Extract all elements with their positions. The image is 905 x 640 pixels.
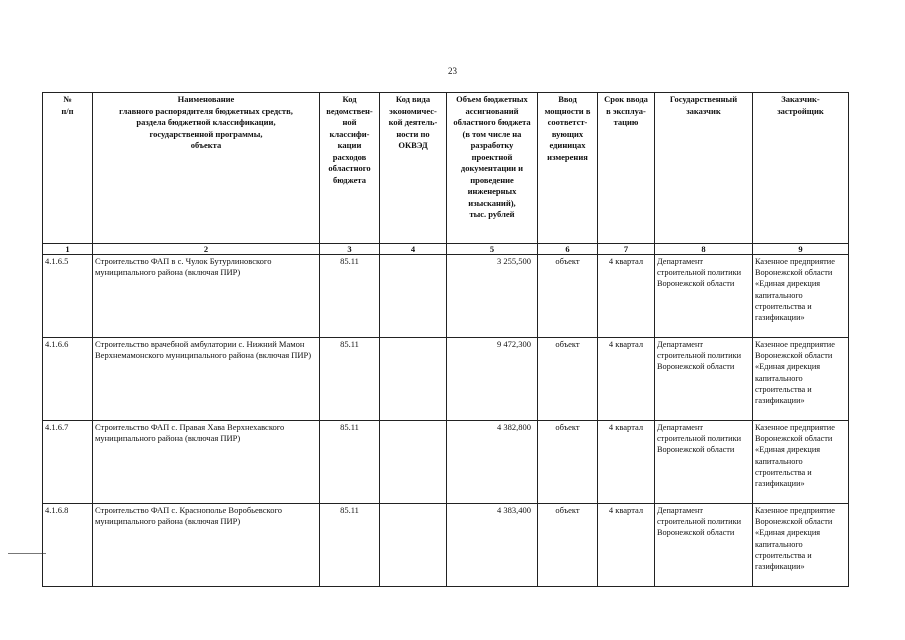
capacity-unit-cell: объект (538, 338, 598, 421)
column-number-row (43, 244, 849, 255)
amount-cell: 9 472,300 (447, 338, 538, 421)
okved-cell (380, 255, 447, 338)
customer-cell: Департамент строительной политики Воронежской области (655, 504, 753, 587)
okved-cell (380, 421, 447, 504)
budget-code-cell: 85.11 (320, 338, 380, 421)
column-number: 7 (598, 244, 655, 255)
developer-cell: Казенное предприятие Воронежской области «Единая дирекция капитального строительства и газификации» (753, 504, 849, 587)
budget-code-cell: 85.11 (320, 504, 380, 587)
row-number-cell: 4.1.6.5 (43, 255, 93, 338)
header-number: № п/п (43, 93, 93, 244)
object-name-cell: Строительство врачебной амбулатории с. Нижний Мамон Верхнемамонского муниципального района (включая ПИР) (93, 338, 320, 421)
budget-code-cell: 85.11 (320, 255, 380, 338)
capacity-unit-cell: объект (538, 421, 598, 504)
term-cell: 4 квартал (598, 421, 655, 504)
header-budget-code: Код ведомствен- ной классифи- кации расходов областного бюджета (320, 93, 380, 244)
column-number: 1 (43, 244, 93, 255)
header-term: Срок ввода в эксплуа- тацию (598, 93, 655, 244)
customer-cell: Департамент строительной политики Воронежской области (655, 338, 753, 421)
table-row (43, 255, 849, 338)
row-number-cell: 4.1.6.8 (43, 504, 93, 587)
column-number: 6 (538, 244, 598, 255)
amount-cell: 4 382,800 (447, 421, 538, 504)
header-amount: Объем бюджетных ассигнований областного бюджета (в том числе на разработку проектной документации и проведение инженерных изысканий), тыс. рублей (447, 93, 538, 244)
object-name-cell: Строительство ФАП с. Правая Хава Верхнехавского муниципального района (включая ПИР) (93, 421, 320, 504)
table-row (43, 338, 849, 421)
okved-cell (380, 338, 447, 421)
header-developer: Заказчик- застройщик (753, 93, 849, 244)
budget-code-cell: 85.11 (320, 421, 380, 504)
developer-cell: Казенное предприятие Воронежской области «Единая дирекция капитального строительства и газификации» (753, 421, 849, 504)
term-cell: 4 квартал (598, 504, 655, 587)
row-number-cell: 4.1.6.7 (43, 421, 93, 504)
developer-cell: Казенное предприятие Воронежской области «Единая дирекция капитального строительства и газификации» (753, 338, 849, 421)
term-cell: 4 квартал (598, 255, 655, 338)
column-number: 8 (655, 244, 753, 255)
table-row (43, 421, 849, 504)
table-row (43, 504, 849, 587)
header-customer: Государственный заказчик (655, 93, 753, 244)
term-cell: 4 квартал (598, 338, 655, 421)
margin-mark (8, 553, 46, 554)
column-number: 4 (380, 244, 447, 255)
column-number: 2 (93, 244, 320, 255)
amount-cell: 4 383,400 (447, 504, 538, 587)
table-body (43, 255, 849, 587)
column-number: 9 (753, 244, 849, 255)
customer-cell: Департамент строительной политики Воронежской области (655, 421, 753, 504)
capacity-unit-cell: объект (538, 255, 598, 338)
customer-cell: Департамент строительной политики Воронежской области (655, 255, 753, 338)
page-number: 23 (448, 66, 457, 76)
table-header-row (43, 93, 849, 244)
amount-cell: 3 255,500 (447, 255, 538, 338)
header-name: Наименование главного распорядителя бюджетных средств, раздела бюджетной классификации, государственной программы, объекта (93, 93, 320, 244)
capacity-unit-cell: объект (538, 504, 598, 587)
column-number: 3 (320, 244, 380, 255)
investment-objects-table (42, 92, 849, 587)
object-name-cell: Строительство ФАП с. Краснополье Воробьевского муниципального района (включая ПИР) (93, 504, 320, 587)
okved-cell (380, 504, 447, 587)
header-okved: Код вида экономичес- кой деятель- ности по ОКВЭД (380, 93, 447, 244)
object-name-cell: Строительство ФАП в с. Чулок Бутурлиновского муниципального района (включая ПИР) (93, 255, 320, 338)
header-capacity: Ввод мощности в соответст- вующих единицах измерения (538, 93, 598, 244)
developer-cell: Казенное предприятие Воронежской области «Единая дирекция капитального строительства и газификации» (753, 255, 849, 338)
column-number: 5 (447, 244, 538, 255)
row-number-cell: 4.1.6.6 (43, 338, 93, 421)
